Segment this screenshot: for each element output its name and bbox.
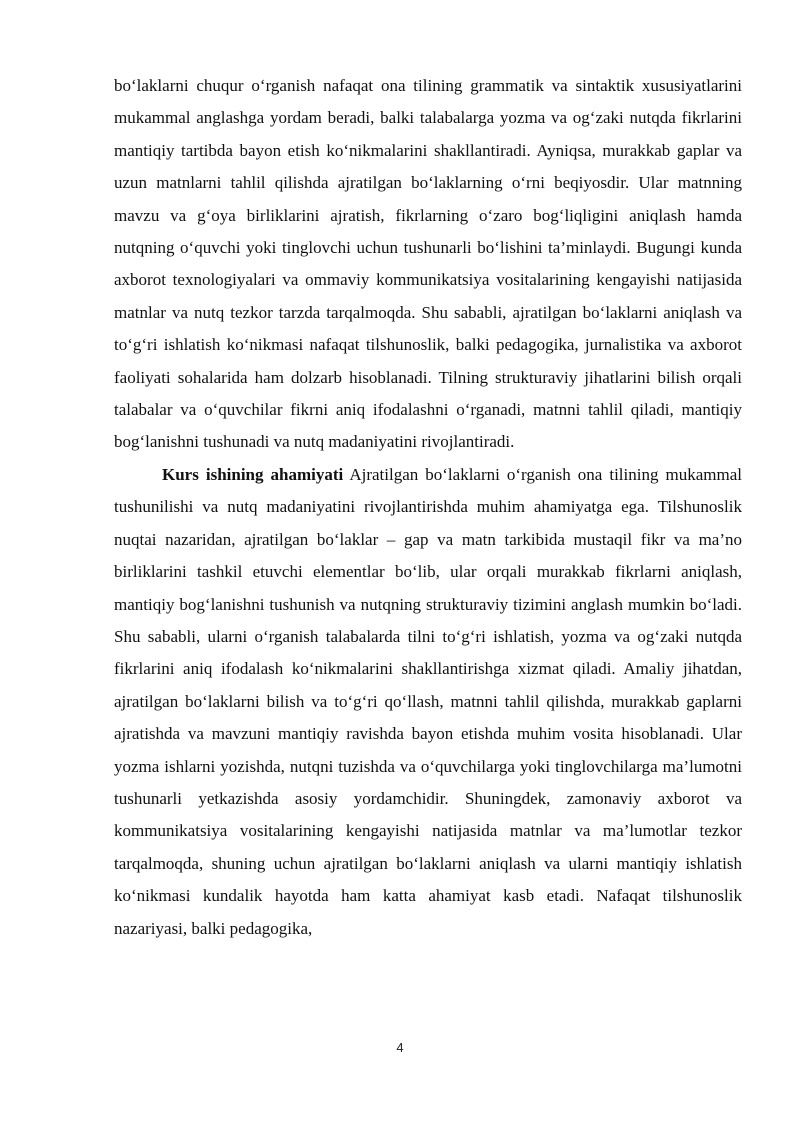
page-number: 4 xyxy=(396,1040,404,1055)
paragraph-body: Ajratilgan bo‘laklarni o‘rganish ona tilining mukammal tushunilishi va nutq madaniyatini rivojlantirishda muhim ahamiyatga ega. Tilshunoslik nuqtai nazaridan, ajratilgan bo‘laklar – gap va matn tarkibida mustaqil fikr va ma’no birliklarini tashkil etuvchi elementlar bo‘lib, ular orqali murakkab fikrlarni aniqlash, mantiqiy bog‘lanishni tushunish va nutqning strukturaviy tizimini anglash mumkin bo‘ladi. Shu sababli, ularni o‘rganish talabalarda tilni to‘g‘ri ishlatish, yozma va og‘zaki nutqda fikrlarini aniq ifodalash ko‘nikmalarini shakllantirishga xizmat qiladi. Amaliy jihatdan, ajratilgan bo‘laklarni bilish va to‘g‘ri qo‘llash, matnni tahlil qilishda, murakkab gaplarni ajratishda va mavzuni mantiqiy ravishda bayon etishda muhim vosita hisoblanadi. Ular yozma ishlarni yozishda, nutqni tuzishda va o‘quvchilarga yoki tinglovchilarga ma’lumotni tushunarli yetkazishda asosiy yordamchidir. Shuningdek, zamonaviy axborot va kommunikatsiya vositalarining kengayishi natijasida matnlar va ma’lumotlar tezkor tarqalmoqda, shuning uchun ajratilgan bo‘laklarni aniqlash va ularni mantiqiy ishlatish ko‘nikmasi kundalik hayotda ham katta ahamiyat kasb etadi. Nafaqat tilshunoslik nazariyasi, balki pedagogika, xyxy=(114,464,742,938)
body-text xyxy=(114,70,742,945)
paragraph-lead-heading: Kurs ishining ahamiyati xyxy=(162,464,344,484)
paragraph-continued: bo‘laklarni chuqur o‘rganish nafaqat ona tilining grammatik va sintaktik xususiyatlarini mukammal anglashga yordam beradi, balki talabalarga yozma va og‘zaki nutqda fikrlarini mantiqiy tartibda bayon etish ko‘nikmalarini shakllantiradi. Ayniqsa, murakkab gaplar va uzun matnlarni tahlil qilishda ajratilgan bo‘laklarning o‘rni beqiyosdir. Ular matnning mavzu va g‘oya birliklarini ajratish, fikrlarning o‘zaro bog‘liqligini aniqlash hamda nutqning o‘quvchi yoki tinglovchi uchun tushunarli bo‘lishini ta’minlaydi. Bugungi kunda axborot texnologiyalari va ommaviy kommunikatsiya vositalarining kengayishi natijasida matnlar va nutq tezkor tarzda tarqalmoqda. Shu sababli, ajratilgan bo‘laklarni aniqlash va to‘g‘ri ishlatish ko‘nikmasi nafaqat tilshunoslik, balki pedagogika, jurnalistika va axborot faoliyati sohalarida ham dolzarb hisoblanadi. Tilning strukturaviy jihatlarini bilish orqali talabalar va o‘quvchilar fikrni aniq ifodalashni o‘rganadi, matnni tahlil qiladi, mantiqiy bog‘lanishni tushunadi va nutq madaniyatini rivojlantiradi. xyxy=(114,76,742,452)
paragraph-significance xyxy=(114,459,742,945)
